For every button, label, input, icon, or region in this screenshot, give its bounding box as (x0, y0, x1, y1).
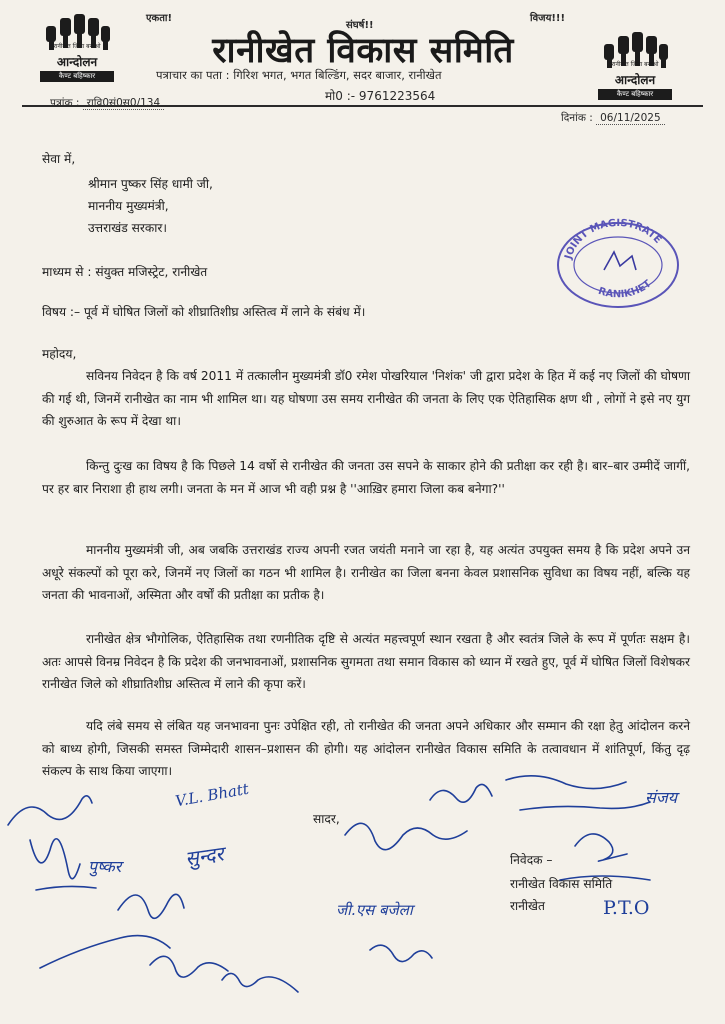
joint-magistrate-stamp (552, 210, 682, 310)
reference-value: रावि0सं0स0/134 (83, 97, 164, 110)
pto-mark: P.T.O (603, 897, 650, 919)
recipient-line-3: उत्तराखंड सरकार। (88, 221, 167, 235)
signature-sundar: सुन्दर (183, 841, 226, 871)
svg-text:RANIKHET (597, 278, 654, 300)
org-title: रानीखेत विकास समिति (212, 30, 514, 71)
paragraph-3: माननीय मुख्यमंत्री जी, अब जबकि उत्तराखंड राज्य अपनी रजत जयंती मनाने जा रहा है, यह अत्यंत उपयुक्त समय है कि प्रदेश अपने उन अधूरे संकल्पों को पूरा करे, जिनमें नए जिलों का गठन भी शामिल है। रानीखेत का जिला बनना केवल प्रशासनिक सुविधा का विषय नहीं, बल्कि यह जनता की भावनाओं, अस्मिता और वर्षों की प्रतीक्षा का प्रतीक है। (42, 543, 690, 602)
stamp-bottom-text: RANIKHET (596, 278, 654, 301)
letter-date (561, 111, 665, 125)
paragraph-5: यदि लंबे समय से लंबित यह जनभावना पुनः उपेक्षित रही, तो रानीखेत की जनता अपने अधिकार और सम्मान की रक्षा हेतु आंदोलन करने को बाध्य होगी, जिसकी समस्त जिम्मेदारी शासन–प्रशासन की होगी। यह आंदोलन रानीखेत विकास समिति के तत्वावधान में शांतिपूर्ण, किंतु दृढ़ संकल्प के साथ किया जाएगा। (42, 719, 690, 778)
date-label: दिनांक : (561, 112, 593, 124)
motto-left: एकता! (146, 13, 173, 24)
recipient-line-2: माननीय मुख्यमंत्री, (88, 199, 169, 213)
motto-right: विजय!!! (530, 13, 566, 24)
logo-right (596, 30, 674, 100)
sender-line-2: रानीखेत (510, 899, 545, 913)
recipient-salutation: सेवा में, (42, 152, 76, 166)
paragraph-1: सविनय निवेदन है कि वर्ष 2011 में तत्कालीन मुख्यमंत्री डॉ0 रमेश पोखरियाल 'निशंक' जी द्वारा प्रदेश के हित में कई नए जिलों की घोषणा की गई थी, जिनमें रानीखेत का नाम भी शामिल था। यह घोषणा उस समय रानीखेत की जनता के लिए एक ऐतिहासिक क्षण थी , लोगों ने इसे नए युग की शुरुआत के रूप में देखा था। (42, 369, 690, 428)
paragraph-2: किन्तु दुःख का विषय है कि पिछले 14 वर्षो से रानीखेत की जनता उस सपने के साकार होने की प्रतीक्षा कर रही है। बार–बार उम्मीदें जागीं, पर हर बार निराशा ही हाथ लगी। जनता के मन में आज भी वही प्रश्न है ''आख़िर हमारा जिला कब बनेगा?'' (42, 459, 690, 496)
sender-line-1: रानीखेत विकास समिति (510, 877, 613, 891)
letterhead-address: पत्राचार का पता : गिरिश भगत, भगत बिल्डिंग, सदर बाजार, रानीखेत (156, 68, 442, 82)
logo-left-banner: कैण्ट बहिष्कार (40, 71, 114, 82)
subject-line: विषय :– पूर्व में घोषित जिलों को शीघ्रातिशीघ्र अस्तित्व में लाने के संबंध में। (42, 305, 366, 319)
stamp-top-text: JOINT MAGISTRATE (563, 217, 664, 261)
sender-label: निवेदक – (510, 853, 553, 867)
logo-left (38, 12, 116, 82)
date-value: 06/11/2025 (596, 112, 665, 125)
closing: सादर, (313, 812, 340, 826)
recipient-line-1: श्रीमान पुष्कर सिंह धामी जी, (88, 177, 213, 191)
reference-label: पत्रांक : (50, 97, 80, 109)
signature-sanjay: संजय (645, 788, 677, 807)
motto-center: संघर्ष!! (346, 20, 374, 31)
handwritten-signatures (0, 770, 725, 1024)
logo-right-word: आन्दोलन (614, 73, 656, 87)
via-line: माध्यम से : संयुक्त मजिस्ट्रेट, रानीखेत (42, 265, 208, 279)
reference-number (50, 96, 164, 110)
greeting: महोदय, (42, 347, 77, 361)
logo-right-banner: कैण्ट बहिष्कार (598, 89, 672, 100)
signature-vl-bhatt: V.L. Bhatt (174, 779, 251, 811)
logo-left-arc: रानीखेत जिला बनाओ (53, 43, 101, 50)
signature-gs-bajela: जी.एस बजेला (336, 901, 413, 919)
logo-left-word: आन्दोलन (56, 55, 98, 69)
signature-pushkar: पुष्कर (88, 857, 122, 876)
letterhead-phone: मो0 :- 9761223564 (325, 89, 436, 103)
logo-right-arc: रानीखेत जिला बनाओ (611, 61, 659, 68)
paragraph-4: रानीखेत क्षेत्र भौगोलिक, ऐतिहासिक तथा रणनीतिक दृष्टि से अत्यंत महत्त्वपूर्ण स्थान रखता है और स्वतंत्र जिले के रूप में पूर्णतः सक्षम है। अतः आपसे विनम्र निवेदन है कि प्रदेश की जनभावनाओं, प्रशासनिक सुगमता तथा समान विकास को ध्यान में रखते हुए, पूर्व में घोषित जिलों विशेषकर रानीखेत जिले को शीघ्रातिशीघ्र अस्तित्व में लाने की कृपा करें। (42, 632, 690, 691)
